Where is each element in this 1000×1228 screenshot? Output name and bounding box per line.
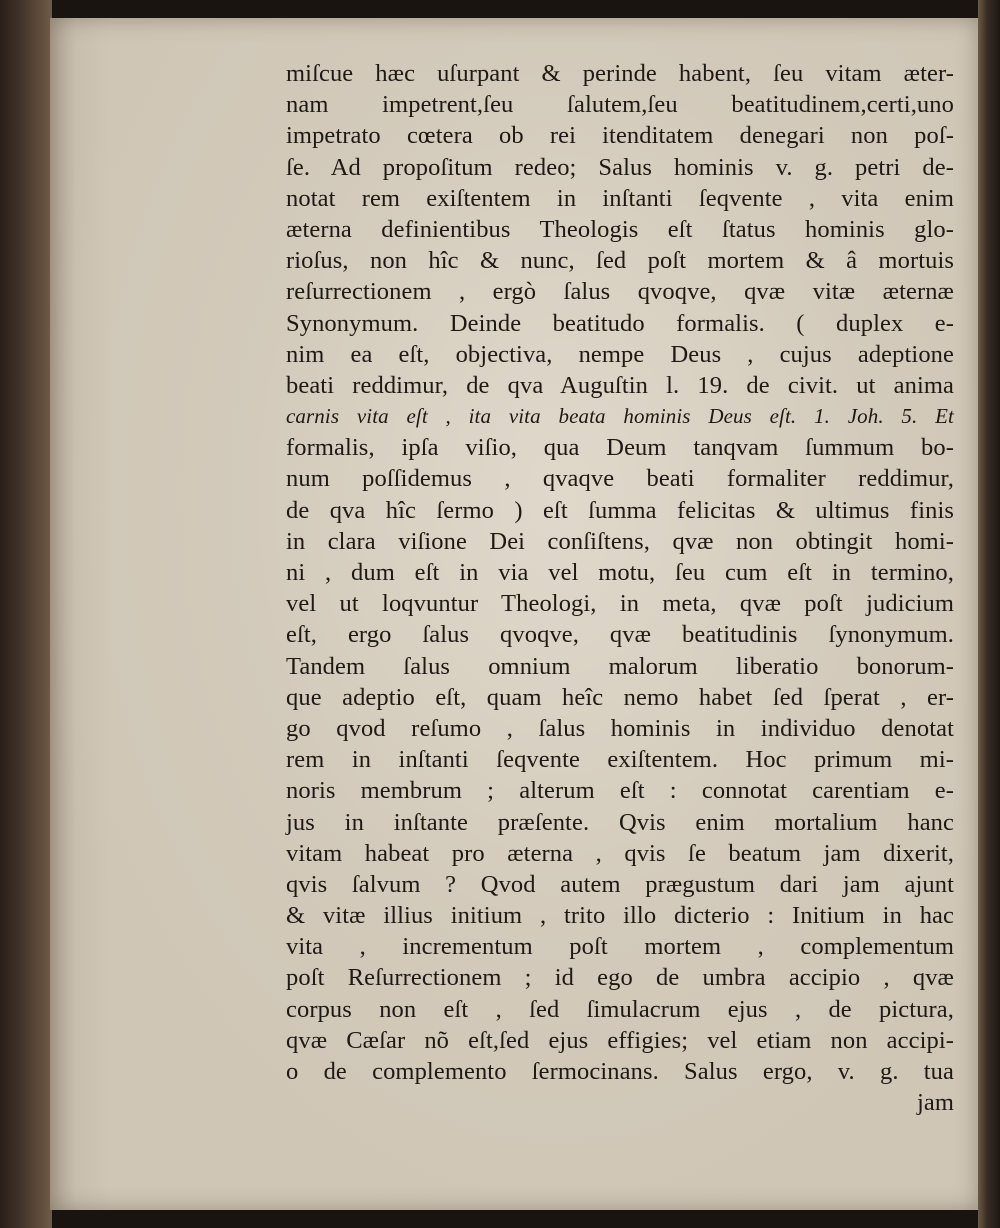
text-line: Synonymum. Deinde beatitudo formalis. ( duplex e- [286, 309, 954, 337]
text-line: in clara viſione Dei conſiſtens, qvæ non obtingit homi- [286, 527, 954, 555]
text-line: rioſus, non hîc & nunc, ſed poſt mortem & â mortuis [286, 247, 954, 275]
catchword: jam [916, 1089, 954, 1117]
text-line: formalis, ipſa viſio, qua Deum tanqvam ſummum bo- [286, 434, 954, 462]
text-line: jus in inſtante præſente. Qvis enim mortalium hanc [286, 808, 954, 836]
text-line: ni , dum eſt in via vel motu, ſeu cum eſt in termino, [286, 559, 954, 586]
text-line: corpus non eſt , ſed ſimulacrum ejus , de pictura, [286, 995, 954, 1023]
text-line: Tandem ſalus omnium malorum liberatio bonorum- [286, 652, 954, 680]
text-line: nam impetrent,ſeu ſalutem,ſeu beatitudinem,certi,uno [286, 91, 954, 119]
text-line: o de complemento ſermocinans. Salus ergo, v. g. tua [286, 1058, 954, 1085]
text-line: reſurrectionem , ergò ſalus qvoqve, qvæ vitæ æternæ [286, 278, 954, 306]
text-line: de qva hîc ſermo ) eſt ſumma felicitas & ultimus finis [286, 496, 954, 524]
text-line: impetrato cœtera ob rei itenditatem denegari non poſ- [286, 122, 954, 150]
text-line-italic-citation: carnis vita eſt , ita vita beata hominis Deus eſt. 1. Joh. 5. Et [286, 404, 954, 429]
page-edge [978, 0, 1000, 1228]
text-line: poſt Reſurrectionem ; id ego de umbra accipio , qvæ [286, 964, 954, 992]
text-line: vitam habeat pro æterna , qvis ſe beatum jam dixerit, [286, 839, 954, 867]
text-line: qvis ſalvum ? Qvod autem prægustum dari jam ajunt [286, 870, 954, 898]
text-line: rem in inſtanti ſeqvente exiſtentem. Hoc primum mi- [286, 746, 954, 774]
text-line: & vitæ illius initium , trito illo dicterio : Initium in hac [286, 902, 954, 930]
text-line: beati reddimur, de qva Auguſtin l. 19. de civit. ut anima [286, 371, 954, 399]
text-line: eſt, ergo ſalus qvoqve, qvæ beatitudinis ſynonymum. [286, 621, 954, 649]
book-spine [0, 0, 52, 1228]
text-line: qvæ Cæſar nõ eſt,ſed ejus effigies; vel etiam non accipi- [286, 1026, 954, 1054]
text-line: vita , incrementum poſt mortem , complementum [286, 933, 954, 961]
page-text [286, 58, 954, 1118]
text-line: num poſſidemus , qvaqve beati formaliter reddimur, [286, 465, 954, 493]
text-line: ſe. Ad propoſitum redeo; Salus hominis v. g. petri de- [286, 153, 954, 181]
text-line: noris membrum ; alterum eſt : connotat carentiam e- [286, 777, 954, 805]
text-line: que adeptio eſt, quam heîc nemo habet ſed ſperat , er- [286, 683, 954, 711]
text-line: notat rem exiſtentem in inſtanti ſeqvente , vita enim [286, 184, 954, 212]
text-line: go qvod reſumo , ſalus hominis in individuo denotat [286, 714, 954, 742]
text-line: nim ea eſt, objectiva, nempe Deus , cujus adeptione [286, 340, 954, 368]
text-line: æterna definientibus Theologis eſt ſtatus hominis glo- [286, 215, 954, 243]
text-line: vel ut loqvuntur Theologi, in meta, qvæ poſt judicium [286, 590, 954, 618]
text-line: miſcue hæc uſurpant & perinde habent, ſeu vitam æter- [286, 60, 954, 87]
